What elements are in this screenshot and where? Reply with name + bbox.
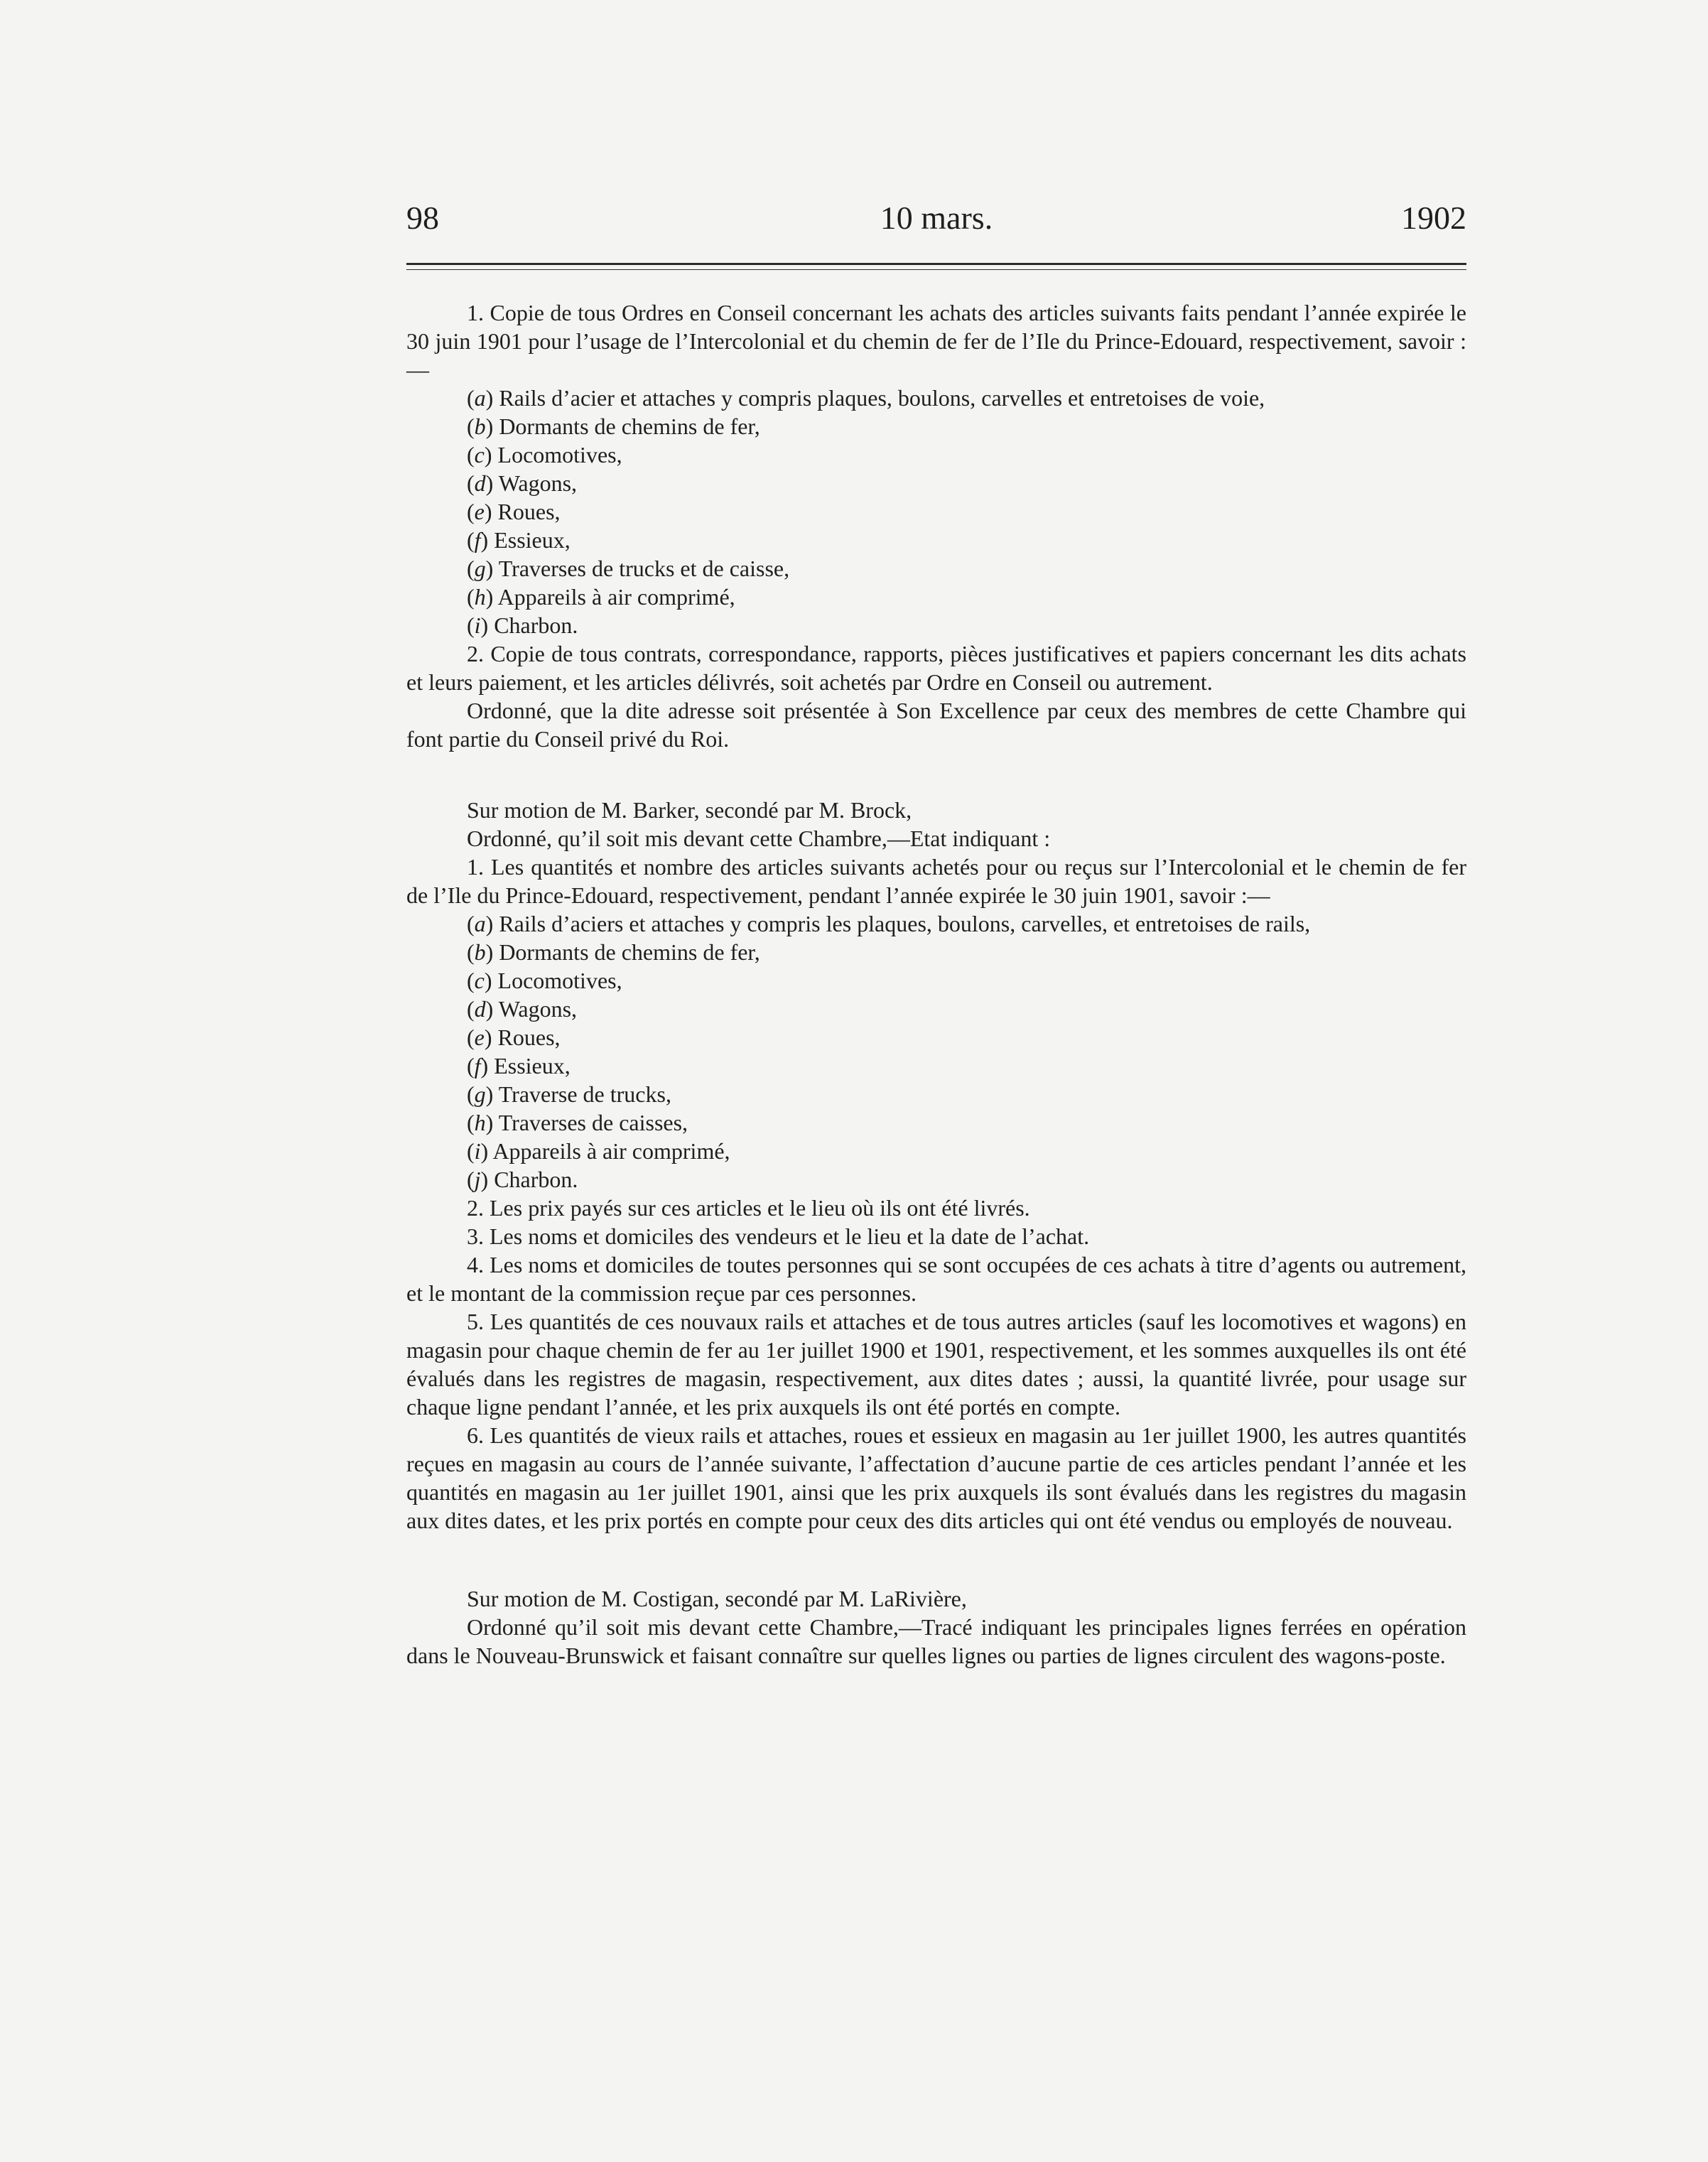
section2-items <box>406 909 1466 1194</box>
section3-order: Ordonné qu’il soit mis devant cette Chambre,—Tracé indiquant les principales lignes ferrées en opération dans le Nouveau-Brunswick et faisant connaître sur quelles lignes ou parties de lignes circulent des wagons-poste. <box>406 1614 1466 1668</box>
list-item: (f) Essieux, <box>467 1053 571 1079</box>
list-item: (g) Traverse de trucks, <box>467 1081 671 1107</box>
section1-items <box>406 384 1466 639</box>
list-item: (i) Charbon. <box>467 612 578 638</box>
header-rule <box>406 263 1466 270</box>
list-item: (i) Appareils à air comprimé, <box>467 1138 730 1164</box>
list-item: (b) Dormants de chemins de fer, <box>467 939 760 965</box>
list-item: (e) Roues, <box>467 1025 561 1050</box>
section1-intro: 1. Copie de tous Ordres en Conseil concernant les achats des articles suivants faits pendant l’année expirée le 30 juin 1901 pour l’usage de l’Intercolonial et du chemin de fer de l’Ile du Prince-Edouard, respectivement, savoir :— <box>406 300 1466 382</box>
section-gap <box>406 753 1466 796</box>
section2-paragraph-1: 1. Les quantités et nombre des articles suivants achetés pour ou reçus sur l’Intercolonial et le chemin de fer de l’Ile du Prince-Edouard, respectivement, pendant l’année expirée le 30 juin 1901, savoir :— <box>406 854 1466 908</box>
list-item: (g) Traverses de trucks et de caisse, <box>467 556 790 581</box>
section-gap <box>406 1535 1466 1584</box>
section1-paragraph-3: Ordonné, que la dite adresse soit présentée à Son Excellence par ceux des membres de cette Chambre qui font partie du Conseil privé du Roi. <box>406 698 1466 752</box>
section2-paragraph-2: 2. Les prix payés sur ces articles et le lieu où ils ont été livrés. <box>467 1195 1030 1221</box>
list-item: (c) Locomotives, <box>467 968 622 993</box>
list-item: (j) Charbon. <box>467 1167 578 1192</box>
list-item: (h) Traverses de caisses, <box>467 1110 688 1135</box>
header-year: 1902 <box>1401 200 1466 236</box>
list-item: (e) Roues, <box>467 499 561 524</box>
section2-paragraph-3: 3. Les noms et domiciles des vendeurs et le lieu et la date de l’achat. <box>467 1223 1090 1249</box>
section2-paragraph-4: 4. Les noms et domiciles de toutes personnes qui se sont occupées de ces achats à titre d’agents ou autrement, et le montant de la commission reçue par ces personnes. <box>406 1252 1466 1306</box>
document-body <box>406 298 1466 1670</box>
section3-motion: Sur motion de M. Costigan, secondé par M. LaRivière, <box>467 1586 967 1611</box>
section2-order: Ordonné, qu’il soit mis devant cette Chambre,—Etat indiquant : <box>467 826 1051 851</box>
list-item: (c) Locomotives, <box>467 442 622 467</box>
header-date: 10 mars. <box>880 200 993 236</box>
list-item: (a) Rails d’aciers et attaches y compris les plaques, boulons, carvelles, et entretoises de rails, <box>467 911 1311 936</box>
list-item: (h) Appareils à air comprimé, <box>467 584 735 610</box>
list-item: (d) Wagons, <box>467 996 578 1022</box>
section1-paragraph-2: 2. Copie de tous contrats, correspondance, rapports, pièces justificatives et papiers concernant les dits achats et leurs paiement, et les articles délivrés, soit achetés par Ordre en Conseil ou autrement. <box>406 641 1466 695</box>
page-number: 98 <box>406 200 439 236</box>
section2-motion: Sur motion de M. Barker, secondé par M. Brock, <box>467 797 912 823</box>
list-item: (b) Dormants de chemins de fer, <box>467 414 760 439</box>
list-item: (d) Wagons, <box>467 470 578 496</box>
page-header <box>406 199 1466 249</box>
list-item: (f) Essieux, <box>467 527 571 553</box>
section2-paragraph-5: 5. Les quantités de ces nouvaux rails et attaches et de tous autres articles (sauf les locomotives et wagons) en magasin pour chaque chemin de fer au 1er juillet 1900 et 1901, respectivement, et les sommes auxquelles ils ont été évalués dans les registres de magasin, respectivement, aux dites dates ; aussi, la quantité livrée, pour usage sur chaque ligne pendant l’année, et les prix auxquels ils ont été portés en compte. <box>406 1309 1466 1420</box>
section2-paragraph-6: 6. Les quantités de vieux rails et attaches, roues et essieux en magasin au 1er juillet 1900, les autres quantités reçues en magasin au cours de l’année suivante, l’affectation d’aucune partie de ces articles pendant l’année et les quantités en magasin au 1er juillet 1901, ainsi que les prix auxquels ils sont évalués dans les registres du magasin aux dites dates, et les prix portés en compte pour ceux des dits articles qui ont été vendus ou employés de nouveau. <box>406 1422 1466 1533</box>
list-item: (a) Rails d’acier et attaches y compris plaques, boulons, carvelles et entretoises de voie, <box>467 385 1265 411</box>
document-page <box>406 199 1466 1670</box>
